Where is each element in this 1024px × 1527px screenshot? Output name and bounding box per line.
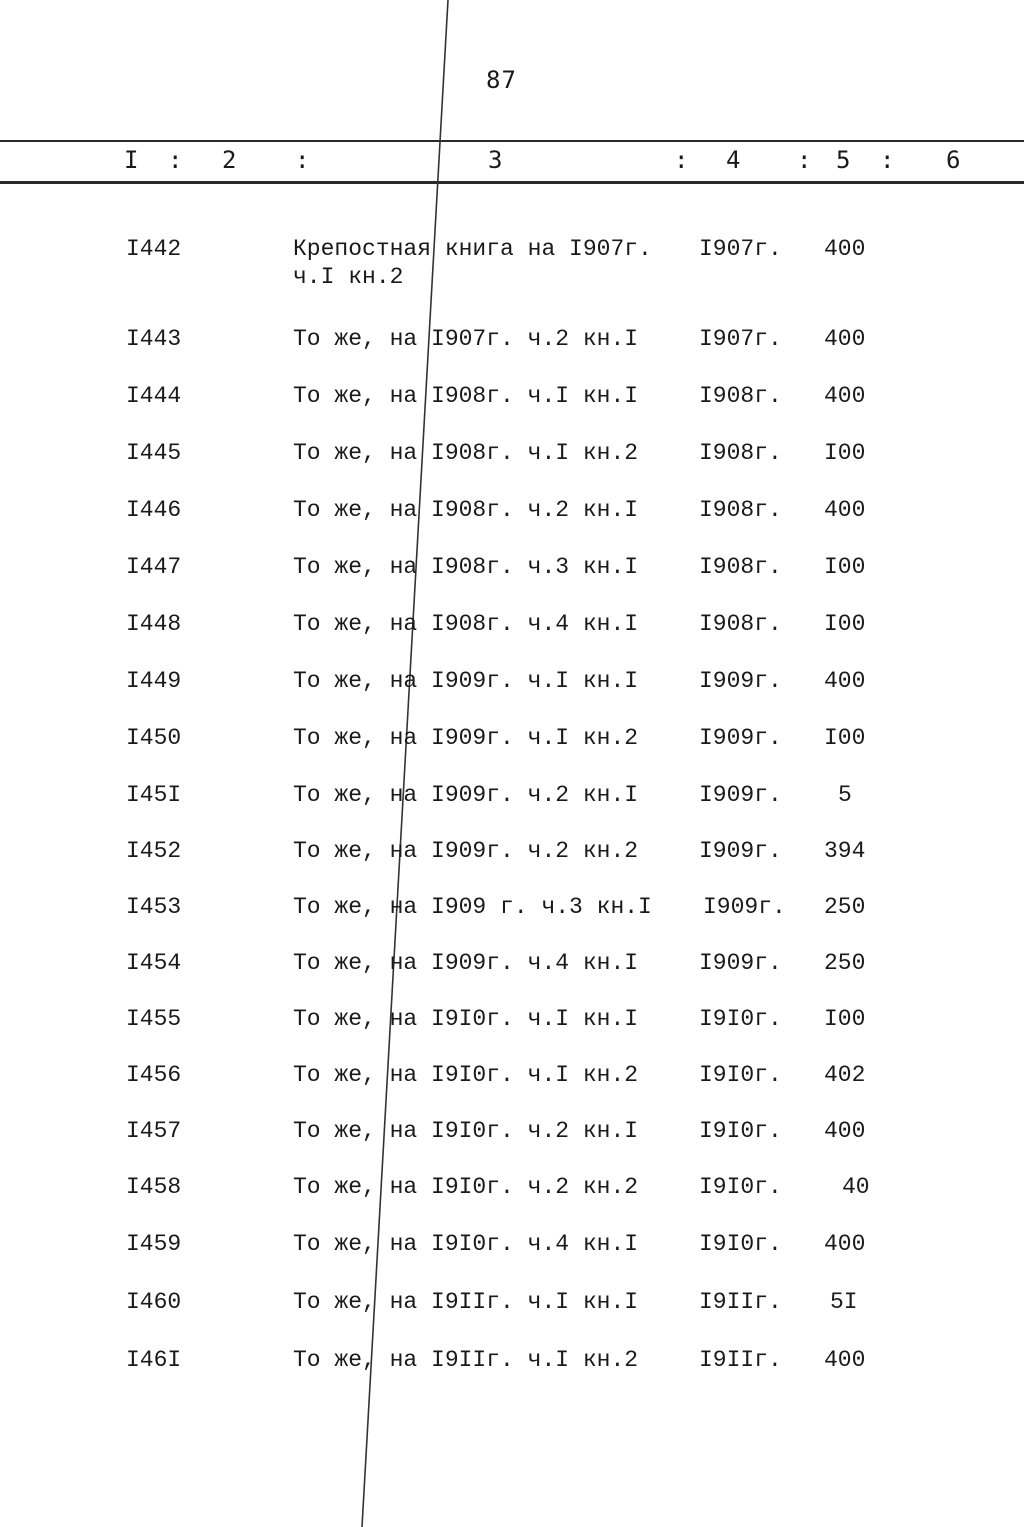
case-title: Крепостная книга на I907г. <box>293 236 652 262</box>
case-title: То же, на I908г. ч.I кн.2 <box>293 440 639 466</box>
sheet-count: 400 <box>824 383 866 409</box>
case-title: То же, на I9I0г. ч.4 кн.I <box>293 1231 639 1257</box>
case-title: То же, на I908г. ч.I кн.I <box>293 383 639 409</box>
case-title: То же, на I9I0г. ч.2 кн.I <box>293 1118 639 1144</box>
table-row <box>0 668 1024 718</box>
sheet-count: 250 <box>824 894 866 920</box>
table-row <box>0 950 1024 1000</box>
case-number: I442 <box>126 236 182 262</box>
sheet-count: 400 <box>824 668 866 694</box>
case-title: То же, на I908г. ч.4 кн.I <box>293 611 639 637</box>
table-row <box>0 894 1024 944</box>
case-title: То же, на I908г. ч.2 кн.I <box>293 497 639 523</box>
table-row <box>0 1118 1024 1168</box>
table-row <box>0 838 1024 888</box>
case-dates: I908г. <box>699 554 782 580</box>
table-row <box>0 383 1024 433</box>
case-number: I443 <box>126 326 182 352</box>
case-number: I448 <box>126 611 182 637</box>
table-row <box>0 782 1024 832</box>
case-dates: I909г. <box>699 668 782 694</box>
case-title-continuation: ч.I кн.2 <box>293 264 404 290</box>
sheet-count: 400 <box>824 1231 866 1257</box>
case-dates: I9IIг. <box>699 1289 782 1315</box>
case-dates: I908г. <box>699 611 782 637</box>
case-number: I445 <box>126 440 182 466</box>
case-number: I458 <box>126 1174 182 1200</box>
sheet-count: 400 <box>824 236 866 262</box>
table-row <box>0 1347 1024 1397</box>
header-col-2: 2 <box>222 146 237 174</box>
case-title: То же, на I909г. ч.I кн.2 <box>293 725 639 751</box>
table-row <box>0 1006 1024 1056</box>
case-dates: I9I0г. <box>699 1231 782 1257</box>
case-dates: I908г. <box>699 497 782 523</box>
case-number: I453 <box>126 894 182 920</box>
case-number: I457 <box>126 1118 182 1144</box>
table-row <box>0 611 1024 661</box>
sheet-count: 5 <box>838 782 852 808</box>
header-col-3: 3 <box>488 146 503 174</box>
sheet-count: 5I <box>830 1289 858 1315</box>
header-separator: : <box>674 146 689 174</box>
case-number: I45I <box>126 782 182 808</box>
sheet-count: I00 <box>824 554 866 580</box>
case-dates: I9I0г. <box>699 1118 782 1144</box>
case-dates: I9IIг. <box>699 1347 782 1373</box>
case-dates: I908г. <box>699 383 782 409</box>
header-separator: : <box>880 146 895 174</box>
sheet-count: I00 <box>824 440 866 466</box>
case-title: То же, на I9I0г. ч.I кн.2 <box>293 1062 639 1088</box>
sheet-count: I00 <box>824 725 866 751</box>
sheet-count: I00 <box>824 1006 866 1032</box>
case-title: То же, на I909г. ч.2 кн.I <box>293 782 639 808</box>
case-dates: I909г. <box>699 725 782 751</box>
case-dates: I9I0г. <box>699 1062 782 1088</box>
case-dates: I907г. <box>699 236 782 262</box>
case-dates: I908г. <box>699 440 782 466</box>
sheet-count: 400 <box>824 1347 866 1373</box>
case-dates: I9I0г. <box>699 1006 782 1032</box>
case-number: I444 <box>126 383 182 409</box>
table-row <box>0 326 1024 376</box>
table-row <box>0 1231 1024 1281</box>
case-number: I449 <box>126 668 182 694</box>
header-col-4: 4 <box>726 146 741 174</box>
case-title: То же, на I9I0г. ч.I кн.I <box>293 1006 639 1032</box>
case-number: I460 <box>126 1289 182 1315</box>
case-title: То же, на I909г. ч.I кн.I <box>293 668 639 694</box>
header-col-1: I <box>124 146 139 174</box>
table-row <box>0 1289 1024 1339</box>
case-title: То же, на I908г. ч.3 кн.I <box>293 554 639 580</box>
case-title: То же, на I909г. ч.2 кн.2 <box>293 838 639 864</box>
case-dates: I909г. <box>699 782 782 808</box>
table-row <box>0 1174 1024 1224</box>
table-row <box>0 725 1024 775</box>
sheet-count: 402 <box>824 1062 866 1088</box>
table-row <box>0 554 1024 604</box>
case-number: I450 <box>126 725 182 751</box>
case-number: I452 <box>126 838 182 864</box>
case-title: То же, на I9I0г. ч.2 кн.2 <box>293 1174 639 1200</box>
case-title: То же, на I909 г. ч.3 кн.I <box>293 894 652 920</box>
case-dates: I909г. <box>703 894 786 920</box>
case-title: То же, на I909г. ч.4 кн.I <box>293 950 639 976</box>
case-dates: I907г. <box>699 326 782 352</box>
case-title: То же, на I9IIг. ч.I кн.I <box>293 1289 639 1315</box>
header-separator: : <box>295 146 310 174</box>
case-number: I446 <box>126 497 182 523</box>
table-row <box>0 497 1024 547</box>
case-number: I459 <box>126 1231 182 1257</box>
case-dates: I909г. <box>699 950 782 976</box>
header-col-6: 6 <box>946 146 961 174</box>
case-dates: I9I0г. <box>699 1174 782 1200</box>
table-row <box>0 1062 1024 1112</box>
table-row <box>0 440 1024 490</box>
case-number: I447 <box>126 554 182 580</box>
header-separator: : <box>168 146 183 174</box>
header-separator: : <box>797 146 812 174</box>
case-number: I455 <box>126 1006 182 1032</box>
case-title: То же, на I9IIг. ч.I кн.2 <box>293 1347 639 1373</box>
sheet-count: 400 <box>824 326 866 352</box>
case-dates: I909г. <box>699 838 782 864</box>
table-row <box>0 236 1024 290</box>
sheet-count: 40 <box>842 1174 870 1200</box>
sheet-count: 250 <box>824 950 866 976</box>
header-col-5: 5 <box>836 146 851 174</box>
case-title: То же, на I907г. ч.2 кн.I <box>293 326 639 352</box>
case-number: I456 <box>126 1062 182 1088</box>
page-number: 87 <box>486 66 517 94</box>
case-number: I454 <box>126 950 182 976</box>
sheet-count: 394 <box>824 838 866 864</box>
case-number: I46I <box>126 1347 182 1373</box>
sheet-count: 400 <box>824 497 866 523</box>
sheet-count: I00 <box>824 611 866 637</box>
sheet-count: 400 <box>824 1118 866 1144</box>
